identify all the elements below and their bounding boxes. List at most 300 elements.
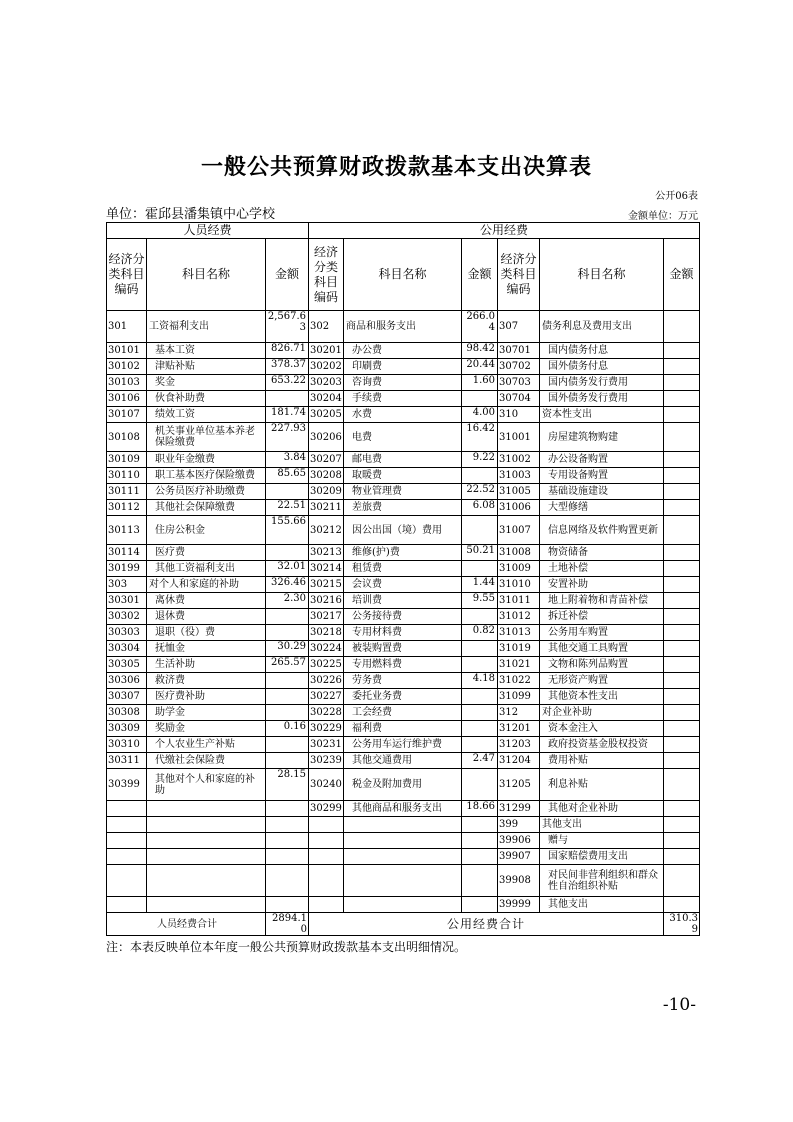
code-cell: 312 [498,705,540,721]
table-row [107,593,700,609]
amount-cell [664,769,700,801]
code-cell: 30217 [309,609,344,625]
code-cell: 30107 [107,407,147,423]
amount-cell [266,817,309,833]
code-cell: 30208 [309,468,344,484]
code-cell: 30299 [309,801,344,817]
amount-cell [664,452,700,468]
name-cell: 基本工资 [147,343,266,359]
amount-cell [664,689,700,705]
amount-cell: 265.57 [266,657,309,673]
amount-cell [664,311,700,343]
code-cell: 31022 [498,673,540,689]
code-cell: 30307 [107,689,147,705]
amount-cell [266,391,309,407]
name-cell: 费用补贴 [540,753,664,769]
code-cell: 30704 [498,391,540,407]
code-cell: 30206 [309,423,344,452]
name-cell: 劳务费 [344,673,462,689]
name-cell: 专用设备购置 [540,468,664,484]
amount-cell [664,484,700,500]
code-cell: 307 [498,311,540,343]
table-note: 注：本表反映单位本年度一般公共预算财政拨款基本支出明细情况。 [106,940,467,954]
amount-cell [462,769,498,801]
code-cell: 30214 [309,561,344,577]
code-cell: 31002 [498,452,540,468]
col-header-amount: 金额 [664,239,700,311]
name-cell: 专用材料费 [344,625,462,641]
code-cell [107,849,147,865]
code-cell: 30204 [309,391,344,407]
name-cell [147,849,266,865]
amount-cell: 85.65 [266,468,309,484]
amount-cell [664,359,700,375]
table-row [107,849,700,865]
code-cell: 30310 [107,737,147,753]
amount-cell [462,468,498,484]
code-cell: 31008 [498,545,540,561]
code-cell: 399 [498,817,540,833]
name-cell: 对企业补助 [540,705,664,721]
table-row [107,817,700,833]
name-cell: 抚恤金 [147,641,266,657]
name-cell: 医疗费 [147,545,266,561]
name-cell: 地上附着物和青苗补偿 [540,593,664,609]
name-cell: 伙食补助费 [147,391,266,407]
name-cell: 公务用车运行维护费 [344,737,462,753]
table-body [107,311,700,913]
amount-cell [664,516,700,545]
name-cell: 租赁费 [344,561,462,577]
amount-cell [462,897,498,913]
amount-cell [266,705,309,721]
name-cell: 委托业务费 [344,689,462,705]
code-cell: 30102 [107,359,147,375]
col-header-amount: 金额 [462,239,498,311]
name-cell: 生活补助 [147,657,266,673]
name-cell: 因公出国（境）费用 [344,516,462,545]
name-cell: 其他对个人和家庭的补助 [147,769,266,801]
code-cell: 31099 [498,689,540,705]
code-cell: 30225 [309,657,344,673]
code-cell: 30239 [309,753,344,769]
code-cell: 31012 [498,609,540,625]
code-cell: 30201 [309,343,344,359]
code-cell: 30215 [309,577,344,593]
code-cell: 31019 [498,641,540,657]
amount-cell: 155.66 [266,516,309,545]
name-cell: 电费 [344,423,462,452]
name-cell: 工会经费 [344,705,462,721]
amount-cell: 181.74 [266,407,309,423]
name-cell [147,897,266,913]
amount-cell [664,625,700,641]
code-cell: 30205 [309,407,344,423]
code-cell: 30213 [309,545,344,561]
amount-cell: 9.22 [462,452,498,468]
code-cell: 30114 [107,545,147,561]
name-cell: 退休费 [147,609,266,625]
code-cell: 39999 [498,897,540,913]
amount-cell [664,657,700,673]
amount-cell [664,673,700,689]
table-row [107,833,700,849]
name-cell: 个人农业生产补贴 [147,737,266,753]
amount-cell [664,609,700,625]
page-title: 一般公共预算财政拨款基本支出决算表 [200,154,592,180]
amount-cell: 2.47 [462,753,498,769]
amount-cell [462,833,498,849]
code-cell: 302 [309,311,344,343]
name-cell: 其他商品和服务支出 [344,801,462,817]
amount-cell [664,817,700,833]
amount-cell [462,657,498,673]
name-cell: 公务用车购置 [540,625,664,641]
code-cell: 30209 [309,484,344,500]
code-cell: 30703 [498,375,540,391]
amount-cell: 20.44 [462,359,498,375]
name-cell: 其他工资福利支出 [147,561,266,577]
code-cell: 30224 [309,641,344,657]
code-cell: 31011 [498,593,540,609]
amount-cell: 9.55 [462,593,498,609]
name-cell: 咨询费 [344,375,462,391]
amount-cell [664,641,700,657]
code-cell: 30399 [107,769,147,801]
table-row [107,423,700,452]
name-cell: 代缴社会保险费 [147,753,266,769]
name-cell: 职工基本医疗保险缴费 [147,468,266,484]
name-cell [344,817,462,833]
table-row [107,897,700,913]
amount-cell [664,897,700,913]
amount-cell [664,375,700,391]
code-cell: 30304 [107,641,147,657]
amount-cell: 98.42 [462,343,498,359]
section-personnel: 人员经费 [107,223,309,239]
amount-cell [266,801,309,817]
name-cell: 拆迁补偿 [540,609,664,625]
amount-cell: 1.60 [462,375,498,391]
amount-cell: 326.46 [266,577,309,593]
code-cell: 30228 [309,705,344,721]
amount-cell [462,609,498,625]
amount-cell [266,625,309,641]
amount-cell [266,689,309,705]
code-cell: 31006 [498,500,540,516]
code-cell: 30308 [107,705,147,721]
code-cell: 30111 [107,484,147,500]
table-row [107,753,700,769]
code-cell: 30203 [309,375,344,391]
code-cell: 30212 [309,516,344,545]
name-cell: 国外债务发行费用 [540,391,664,407]
name-cell: 离休费 [147,593,266,609]
amount-cell [664,561,700,577]
code-cell: 30306 [107,673,147,689]
code-cell: 31021 [498,657,540,673]
name-cell: 文物和陈列品购置 [540,657,664,673]
amount-cell: 18.66 [462,801,498,817]
code-cell: 31201 [498,721,540,737]
table-row [107,801,700,817]
amount-cell [664,391,700,407]
code-cell [107,801,147,817]
code-cell [107,865,147,897]
table-row [107,577,700,593]
code-cell: 30199 [107,561,147,577]
amount-cell [664,753,700,769]
amount-cell: 3.84 [266,452,309,468]
section-public: 公用经费 [309,223,700,239]
name-cell [147,801,266,817]
name-cell [344,865,462,897]
name-cell: 国内债务付息 [540,343,664,359]
amount-cell [462,721,498,737]
code-cell [309,817,344,833]
name-cell: 印刷费 [344,359,462,375]
code-cell: 30207 [309,452,344,468]
table-row [107,391,700,407]
name-cell: 机关事业单位基本养老保险缴费 [147,423,266,452]
name-cell: 救济费 [147,673,266,689]
table-row [107,673,700,689]
table-row [107,516,700,545]
name-cell: 水费 [344,407,462,423]
amount-cell [664,593,700,609]
col-header-code: 经济分类科目编码 [309,239,344,311]
table-row [107,705,700,721]
amount-cell [266,673,309,689]
public-total-value: 310.39 [664,913,700,936]
amount-cell [664,500,700,516]
name-cell: 利息补贴 [540,769,664,801]
name-cell: 津贴补贴 [147,359,266,375]
code-cell: 31003 [498,468,540,484]
amount-cell [664,849,700,865]
amount-cell [266,484,309,500]
code-cell [107,897,147,913]
code-cell: 30113 [107,516,147,545]
form-number: 公开06表 [655,191,698,202]
code-cell: 31010 [498,577,540,593]
amount-cell [462,705,498,721]
table-row [107,500,700,516]
name-cell: 公务员医疗补助缴费 [147,484,266,500]
name-cell: 物资储备 [540,545,664,561]
code-cell: 30218 [309,625,344,641]
name-cell: 手续费 [344,391,462,407]
amount-cell [266,737,309,753]
code-cell: 30301 [107,593,147,609]
name-cell: 助学金 [147,705,266,721]
amount-cell [462,849,498,865]
table-row [107,359,700,375]
table-row [107,452,700,468]
code-cell: 30106 [107,391,147,407]
table-row [107,657,700,673]
name-cell: 职业年金缴费 [147,452,266,468]
code-cell: 30108 [107,423,147,452]
code-cell: 31299 [498,801,540,817]
code-cell: 303 [107,577,147,593]
code-cell: 30101 [107,343,147,359]
name-cell: 税金及附加费用 [344,769,462,801]
name-cell [344,897,462,913]
code-cell: 30303 [107,625,147,641]
name-cell: 被装购置费 [344,641,462,657]
amount-cell [462,391,498,407]
name-cell: 专用燃料费 [344,657,462,673]
amount-cell: 227.93 [266,423,309,452]
name-cell: 办公设备购置 [540,452,664,468]
amount-cell: 378.37 [266,359,309,375]
amount-cell [462,737,498,753]
code-cell: 31007 [498,516,540,545]
code-cell: 30103 [107,375,147,391]
table-row [107,545,700,561]
code-cell: 31203 [498,737,540,753]
amount-cell [664,343,700,359]
code-cell: 31204 [498,753,540,769]
col-header-code: 经济分类科目编码 [498,239,540,311]
name-cell: 奖励金 [147,721,266,737]
col-header-code: 经济分类科目编码 [107,239,147,311]
amount-cell [462,516,498,545]
code-cell: 30216 [309,593,344,609]
table-row [107,468,700,484]
amount-cell [664,833,700,849]
amount-cell [664,468,700,484]
code-cell: 30227 [309,689,344,705]
code-cell: 31205 [498,769,540,801]
table-row [107,561,700,577]
amount-cell [664,705,700,721]
name-cell: 公务接待费 [344,609,462,625]
name-cell [147,833,266,849]
amount-cell [266,609,309,625]
code-cell: 30202 [309,359,344,375]
amount-cell [266,865,309,897]
code-cell [309,833,344,849]
name-cell: 工资福利支出 [147,311,266,343]
name-cell: 培训费 [344,593,462,609]
amount-cell [266,545,309,561]
name-cell [147,817,266,833]
amount-cell [664,737,700,753]
name-cell: 对民间非营利组织和群众性自治组织补贴 [540,865,664,897]
amount-cell [664,577,700,593]
name-cell: 无形资产购置 [540,673,664,689]
code-cell: 310 [498,407,540,423]
code-cell: 30109 [107,452,147,468]
name-cell: 其他交通费用 [344,753,462,769]
amount-unit: 金额单位：万元 [628,211,698,222]
table-row [107,484,700,500]
code-cell: 30112 [107,500,147,516]
name-cell: 绩效工资 [147,407,266,423]
name-cell: 其他支出 [540,817,664,833]
amount-cell: 32.01 [266,561,309,577]
name-cell: 房屋建筑物购建 [540,423,664,452]
name-cell: 邮电费 [344,452,462,468]
code-cell: 30311 [107,753,147,769]
code-cell: 301 [107,311,147,343]
amount-cell [462,865,498,897]
name-cell: 退职（役）费 [147,625,266,641]
code-cell: 31005 [498,484,540,500]
unit-label: 单位：霍邱县潘集镇中心学校 [106,207,276,222]
amount-cell [462,817,498,833]
code-cell: 31009 [498,561,540,577]
table-row [107,737,700,753]
table-row [107,609,700,625]
amount-cell [462,641,498,657]
name-cell: 奖金 [147,375,266,391]
code-cell: 39907 [498,849,540,865]
name-cell: 国外债务付息 [540,359,664,375]
table-row [107,407,700,423]
amount-cell [664,545,700,561]
amount-cell: 826.71 [266,343,309,359]
amount-cell: 2.30 [266,593,309,609]
table-row [107,721,700,737]
personnel-total-value: 2894.10 [266,913,309,936]
code-cell: 30702 [498,359,540,375]
code-cell [309,897,344,913]
code-cell [107,817,147,833]
name-cell: 赠与 [540,833,664,849]
amount-cell: 6.08 [462,500,498,516]
table-row [107,689,700,705]
code-cell: 30211 [309,500,344,516]
code-cell: 30226 [309,673,344,689]
amount-cell: 30.29 [266,641,309,657]
code-cell: 31013 [498,625,540,641]
name-cell: 其他对企业补助 [540,801,664,817]
amount-cell: 22.52 [462,484,498,500]
name-cell: 国家赔偿费用支出 [540,849,664,865]
name-cell: 信息网络及软件购置更新 [540,516,664,545]
amount-cell: 4.00 [462,407,498,423]
name-cell: 其他交通工具购置 [540,641,664,657]
col-header-name: 科目名称 [344,239,462,311]
public-total-label: 公用经费合计 [309,913,664,936]
name-cell: 维修(护)费 [344,545,462,561]
code-cell: 30240 [309,769,344,801]
name-cell: 国内债务发行费用 [540,375,664,391]
amount-cell: 653.22 [266,375,309,391]
amount-cell: 16.42 [462,423,498,452]
page-number: -10- [662,995,696,1015]
table-row [107,769,700,801]
amount-cell [664,865,700,897]
name-cell: 资本性支出 [540,407,664,423]
name-cell: 资本金注入 [540,721,664,737]
code-cell: 30110 [107,468,147,484]
amount-cell: 1.44 [462,577,498,593]
expenditure-table [106,222,700,936]
col-header-amount: 金额 [266,239,309,311]
amount-cell: 2,567.63 [266,311,309,343]
col-header-name: 科目名称 [147,239,266,311]
name-cell: 其他社会保障缴费 [147,500,266,516]
name-cell: 医疗费补助 [147,689,266,705]
amount-cell: 50.21 [462,545,498,561]
name-cell: 办公费 [344,343,462,359]
name-cell: 福利费 [344,721,462,737]
amount-cell [664,801,700,817]
